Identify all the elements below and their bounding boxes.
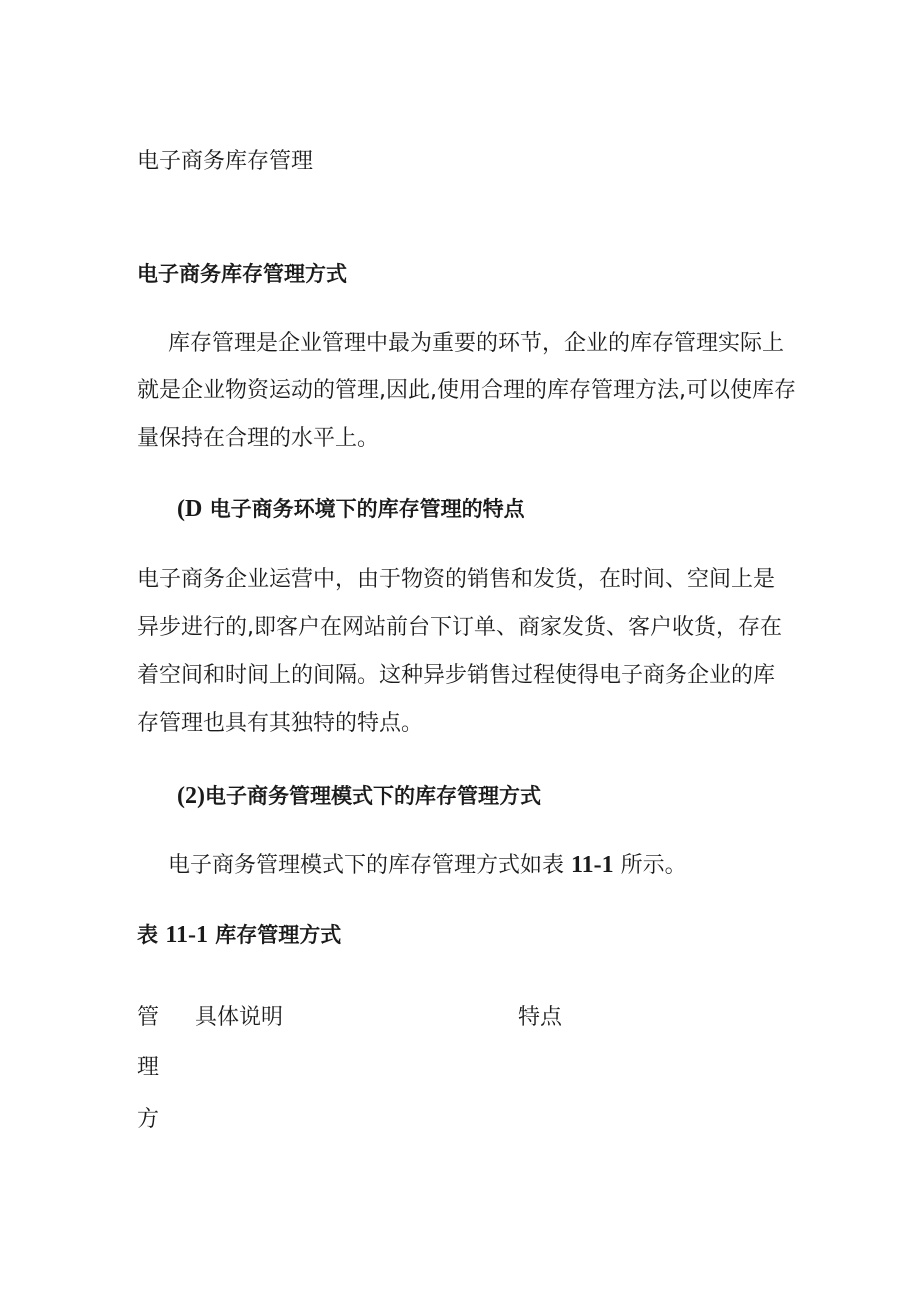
paragraph-1-line-1: 电子商务企业运营中，由于物资的销售和发货，在时间、空间上是 <box>137 567 776 592</box>
paragraph-1-line-4: 存管理也具有其独特的特点。 <box>137 711 424 736</box>
paragraph-2-before: 电子商务管理模式下的库存管理方式如表 <box>168 853 571 878</box>
paragraph-2 <box>168 850 687 881</box>
subheading-2 <box>177 781 541 811</box>
subheading-1-prefix: (D <box>177 496 203 522</box>
intro-line-1: 库存管理是企业管理中最为重要的环节，企业的库存管理实际上 <box>168 331 785 356</box>
paragraph-2-table-number: 11-1 <box>571 852 614 878</box>
table-col1-char-1: 管 <box>137 1005 160 1030</box>
table-col1-char-2: 理 <box>137 1055 160 1080</box>
table-caption <box>137 920 341 950</box>
table-header-description: 具体说明 <box>195 1005 284 1030</box>
intro-line-3: 量保持在合理的水平上。 <box>137 426 380 451</box>
subheading-1-text: 电子商务环境下的库存管理的特点 <box>202 497 525 521</box>
subheading-2-text: 电子商务管理模式下的库存管理方式 <box>204 784 541 808</box>
table-header-features: 特点 <box>518 1005 563 1030</box>
section-heading: 电子商务库存管理方式 <box>137 262 347 286</box>
table-col1-char-3: 方 <box>137 1107 160 1132</box>
paragraph-1-line-2: 异步进行的,即客户在网站前台下订单、商家发货、客户收货，存在 <box>137 615 782 640</box>
paragraph-1-line-3: 着空间和时间上的间隔。这种异步销售过程使得电子商务企业的库 <box>137 663 776 688</box>
paragraph-2-after: 所示。 <box>613 853 687 878</box>
table-caption-number: 11-1 <box>165 922 208 948</box>
subheading-2-prefix: (2) <box>177 783 205 809</box>
document-title: 电子商务库存管理 <box>137 149 314 174</box>
subheading-1 <box>177 494 525 524</box>
table-caption-text: 库存管理方式 <box>207 923 342 947</box>
table-caption-prefix: 表 <box>137 923 166 947</box>
intro-line-2: 就是企业物资运动的管理,因此,使用合理的库存管理方法,可以使库存 <box>137 378 796 403</box>
